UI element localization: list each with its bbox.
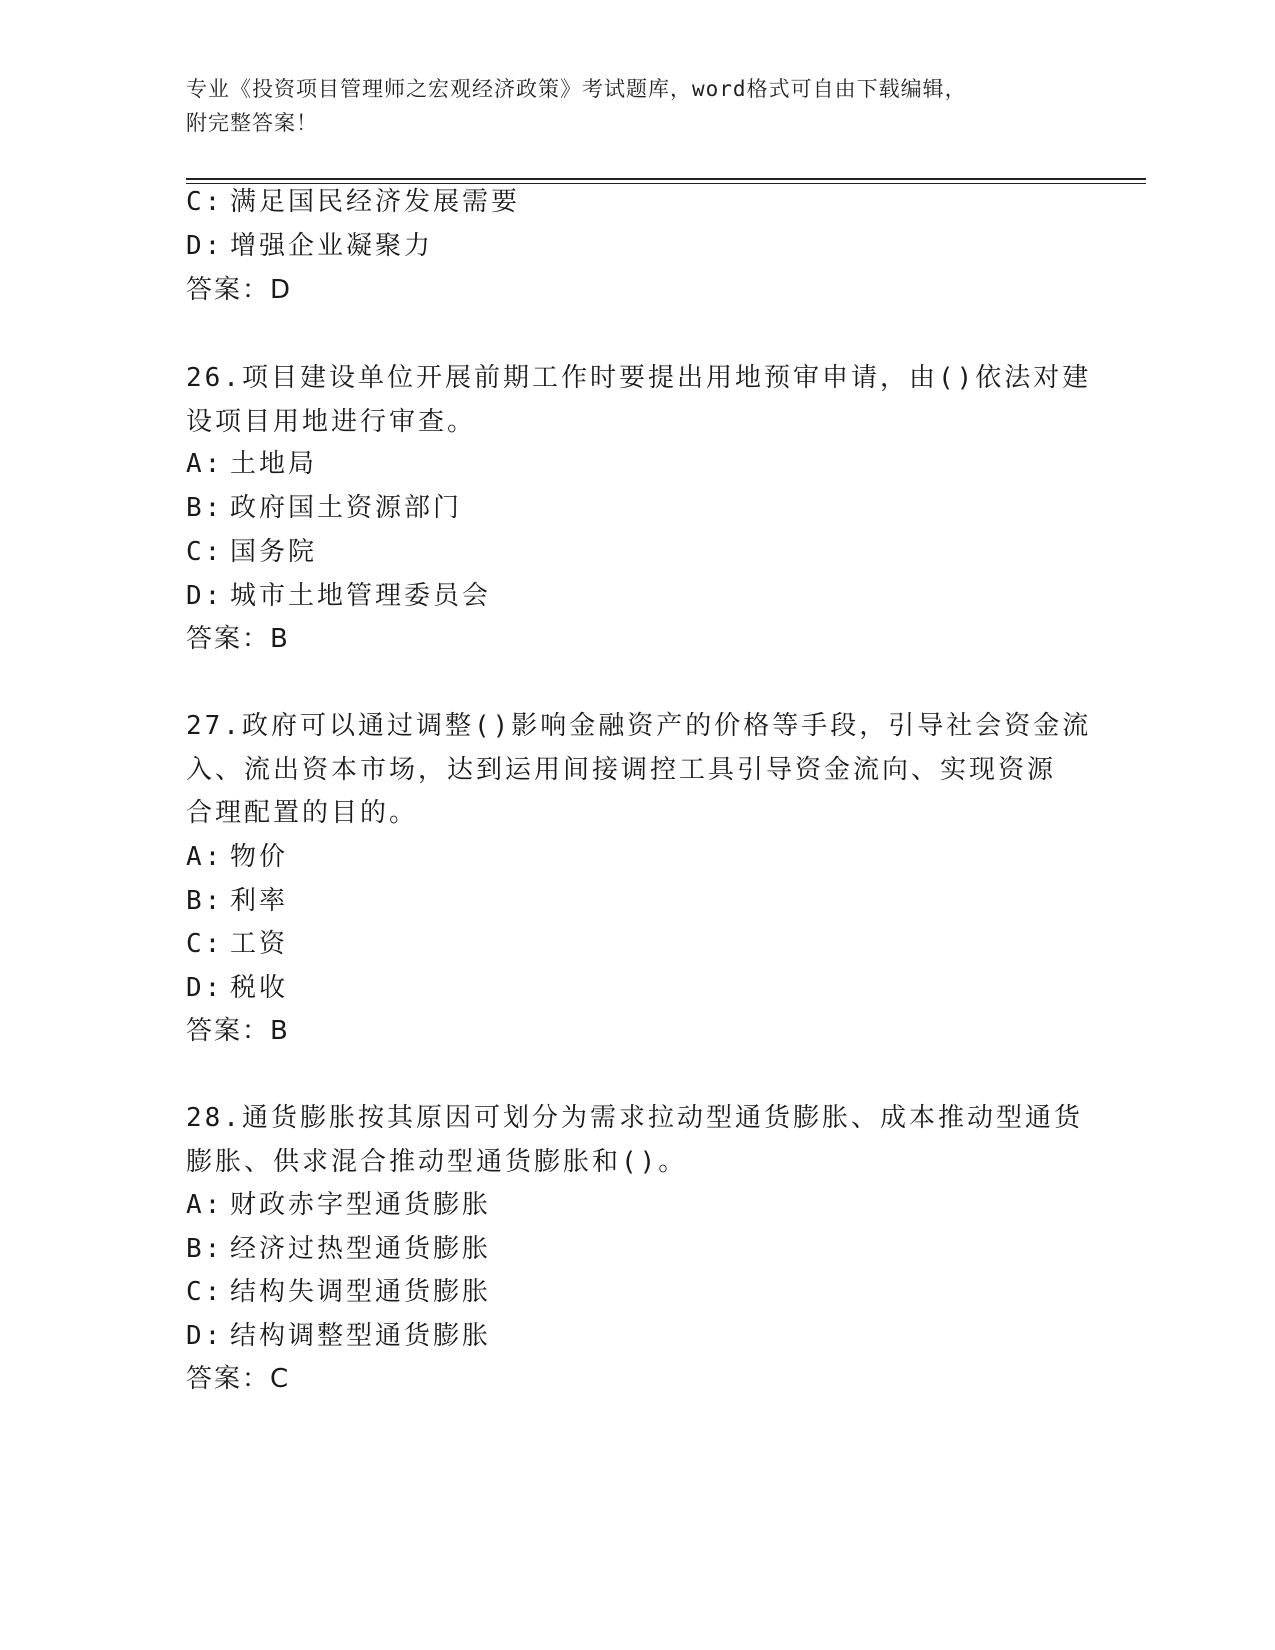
option-text: 结构调整型通货膨胀 bbox=[230, 1321, 492, 1351]
question-26-stem-line-2: 设项目用地进行审查。 bbox=[186, 407, 477, 437]
option-letter: B: bbox=[186, 886, 224, 916]
answer-label: 答案： bbox=[186, 1016, 271, 1046]
option-letter: C: bbox=[186, 1277, 224, 1307]
answer-value: D bbox=[270, 275, 294, 305]
option-c bbox=[186, 187, 520, 217]
option-letter: D: bbox=[186, 231, 224, 261]
option-letter: C: bbox=[186, 537, 224, 567]
option-text: 土地局 bbox=[230, 449, 318, 479]
question-27-stem-line-1: 27.政府可以通过调整()影响金融资产的价格等手段，引导社会资金流 bbox=[186, 711, 1092, 741]
option-d bbox=[186, 1321, 491, 1351]
header-line-2: 附完整答案！ bbox=[186, 111, 318, 135]
answer-label: 答案： bbox=[186, 624, 271, 654]
option-letter: B: bbox=[186, 493, 224, 523]
option-a bbox=[186, 1190, 491, 1220]
question-27-stem-line-2: 入、流出资本市场，达到运用间接调控工具引导资金流向、实现资源 bbox=[186, 755, 1057, 785]
option-letter: A: bbox=[186, 449, 224, 479]
option-letter: A: bbox=[186, 842, 224, 872]
question-26-stem-line-1: 26.项目建设单位开展前期工作时要提出用地预审申请，由()依法对建 bbox=[186, 363, 1092, 393]
question-28-stem-line-1: 28.通货膨胀按其原因可划分为需求拉动型通货膨胀、成本推动型通货 bbox=[186, 1103, 1083, 1133]
option-text: 工资 bbox=[230, 929, 289, 959]
answer-label: 答案： bbox=[186, 1364, 271, 1394]
option-letter: D: bbox=[186, 581, 224, 611]
option-text: 满足国民经济发展需要 bbox=[230, 187, 521, 217]
option-text: 城市土地管理委员会 bbox=[230, 581, 492, 611]
option-c bbox=[186, 537, 317, 567]
option-letter: B: bbox=[186, 1234, 224, 1264]
option-b bbox=[186, 1234, 491, 1264]
option-d bbox=[186, 581, 491, 611]
option-letter: A: bbox=[186, 1190, 224, 1220]
answer-value: B bbox=[270, 624, 291, 654]
answer-line bbox=[186, 1364, 291, 1394]
document-header bbox=[186, 72, 1066, 140]
answer-value: C bbox=[270, 1364, 292, 1394]
option-letter: D: bbox=[186, 1321, 224, 1351]
header-divider bbox=[186, 178, 1146, 180]
answer-line bbox=[186, 1016, 291, 1046]
option-d bbox=[186, 973, 288, 1003]
option-text: 税收 bbox=[230, 973, 289, 1003]
option-a bbox=[186, 842, 288, 872]
answer-value: B bbox=[270, 1016, 291, 1046]
option-letter: C: bbox=[186, 187, 224, 217]
header-line-1: 专业《投资项目管理师之宏观经济政策》考试题库，word格式可自由下载编辑， bbox=[186, 77, 967, 101]
answer-line bbox=[186, 275, 293, 305]
option-text: 利率 bbox=[230, 886, 289, 916]
option-text: 经济过热型通货膨胀 bbox=[230, 1234, 492, 1264]
option-c bbox=[186, 929, 288, 959]
option-c bbox=[186, 1277, 491, 1307]
option-text: 增强企业凝聚力 bbox=[230, 231, 434, 261]
option-text: 政府国土资源部门 bbox=[230, 493, 463, 523]
header-divider-thin bbox=[186, 183, 1146, 184]
option-text: 结构失调型通货膨胀 bbox=[230, 1277, 492, 1307]
option-letter: C: bbox=[186, 929, 224, 959]
option-d bbox=[186, 231, 433, 261]
answer-line bbox=[186, 624, 291, 654]
option-text: 财政赤字型通货膨胀 bbox=[230, 1190, 492, 1220]
option-text: 物价 bbox=[230, 842, 289, 872]
answer-label: 答案： bbox=[186, 275, 271, 305]
option-text: 国务院 bbox=[230, 537, 318, 567]
option-b bbox=[186, 493, 462, 523]
option-b bbox=[186, 886, 288, 916]
option-letter: D: bbox=[186, 973, 224, 1003]
question-28-stem-line-2: 膨胀、供求混合推动型通货膨胀和()。 bbox=[186, 1147, 688, 1177]
option-a bbox=[186, 449, 317, 479]
question-27-stem-line-3: 合理配置的目的。 bbox=[186, 798, 419, 828]
